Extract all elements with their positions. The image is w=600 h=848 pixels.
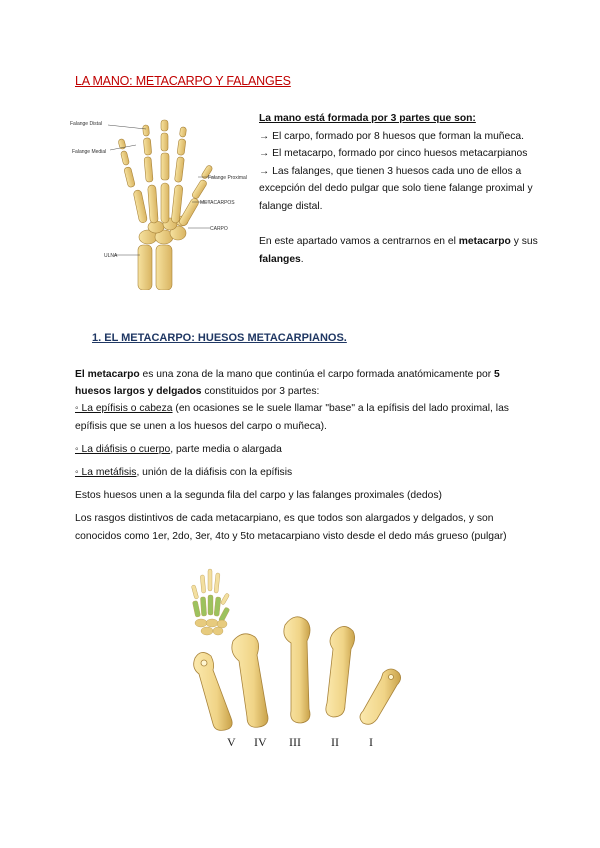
intro-focus-end: . — [300, 253, 304, 265]
label-falange-distal: Falange Distal — [70, 121, 102, 127]
term-diafisis: ◦ La diáfisis o cuerpo — [75, 443, 171, 455]
list-item-epifisis — [75, 400, 535, 434]
label-carpo: CARPO — [210, 226, 228, 232]
section-body — [75, 366, 535, 545]
hand-skeleton-drawing — [70, 105, 255, 290]
paragraph-text: , parte media o alargada — [170, 443, 282, 455]
term-metacarpo: El metacarpo — [75, 369, 140, 380]
paragraph-metacarpo-def — [75, 366, 535, 400]
metacarpal-bones-drawing — [185, 563, 425, 733]
hand-skeleton-figure — [70, 105, 255, 290]
paragraph-union: Estos huesos unen a la segunda fila del carpo y las falanges proximales (dedos) — [75, 490, 442, 502]
label-falange-medial: Falange Medial — [72, 149, 107, 155]
intro-block — [259, 110, 549, 268]
metacarpal-bones-figure — [185, 563, 425, 753]
intro-item-falanges: → Las falanges, que tienen 3 huesos cada uno de ellos a excepción del dedo pulgar que solo tiene falange proximal y falange distal. — [259, 165, 533, 212]
list-item-diafisis — [75, 441, 535, 458]
paragraph-text: (en ocasiones se le suele llamar "base" a la epífisis del lado proximal, las epífisis que se unen a los huesos del carpo o muñeca). — [75, 403, 509, 432]
intro-focus-metacarpo: metacarpo — [458, 236, 511, 248]
term-metafisis: ◦ La metáfisis — [75, 467, 137, 479]
intro-focus-pre: En este apartado vamos a centrarnos en el — [259, 236, 459, 248]
intro-item-carpo: → El carpo, formado por 8 huesos que forman la muñeca. — [259, 130, 524, 142]
intro-heading: La mano está formada por 3 partes que son: — [259, 113, 476, 124]
term-epifisis: ◦ La epífisis o cabeza — [75, 403, 173, 415]
intro-item-metacarpo: → El metacarpo, formado por cinco huesos metacarpianos — [259, 148, 528, 160]
paragraph-text: constituidos por 3 partes: — [201, 386, 320, 398]
numeral-ii: II — [331, 735, 339, 749]
paragraph-rasgos: Los rasgos distintivos de cada metacarpiano, es que todos son alargados y delgados, y son conocidos como 1er, 2do, 3er, 4to y 5to metacarpiano visto desde el dedo más grueso (pulgar) — [75, 513, 507, 542]
label-falange-proximal: Falange Proximal — [208, 175, 247, 181]
intro-focus — [259, 233, 549, 268]
paragraph-text: , unión de la diáfisis con la epífisis — [136, 467, 293, 479]
list-item-metafisis — [75, 464, 535, 481]
numeral-iv: IV — [254, 735, 267, 749]
numeral-iii: III — [289, 735, 301, 749]
term-huesos-largos: 5 huesos largos y delgados — [75, 369, 500, 398]
numeral-v: V — [227, 735, 236, 749]
intro-focus-mid: y sus — [510, 236, 538, 248]
label-ulna: ULNA — [104, 253, 118, 259]
page-title: LA MANO: METACARPO Y FALANGES — [75, 74, 291, 88]
paragraph-text: es una zona de la mano que continúa el carpo formada anatómicamente por — [139, 369, 494, 380]
label-metacarpos: METACARPOS — [200, 200, 235, 206]
section-title-metacarpo: 1. EL METACARPO: HUESOS METACARPIANOS. — [92, 332, 347, 344]
intro-focus-falanges: falanges — [259, 253, 301, 265]
numeral-i: I — [369, 735, 373, 749]
